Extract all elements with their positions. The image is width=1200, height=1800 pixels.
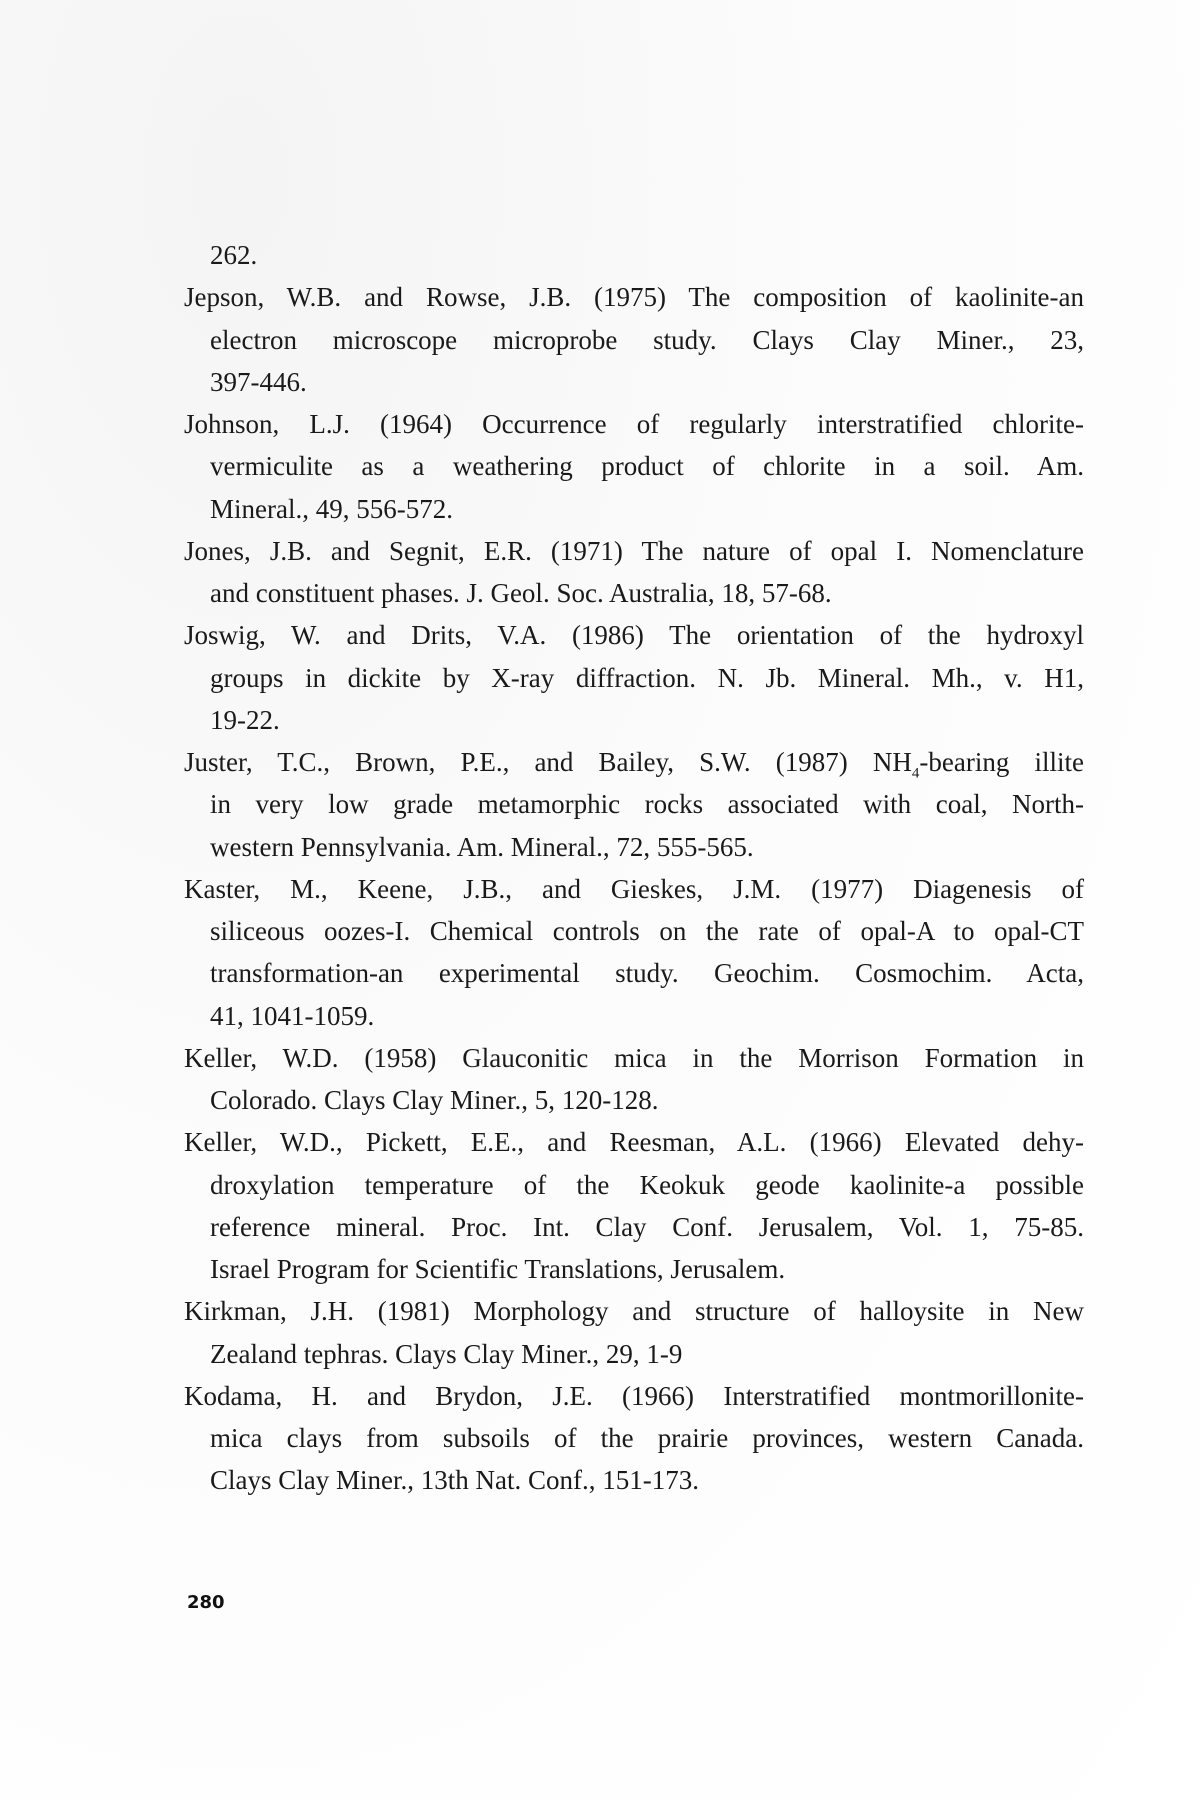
- reference-entry: [184, 1290, 1084, 1375]
- reference-continuation-line: droxylation temperature of the Keokuk geode kaolinite-a possible: [210, 1169, 1084, 1200]
- reference-continuation-line: Colorado. Clays Clay Miner., 5, 120-128.: [210, 1085, 659, 1115]
- reference-entry: [184, 1121, 1084, 1290]
- reference-entry: [184, 276, 1084, 403]
- reference-entry: [184, 1375, 1084, 1502]
- reference-continuation-line: mica clays from subsoils of the prairie provinces, western Canada.: [210, 1423, 1084, 1453]
- reference-continuation-line: Mineral., 49, 556-572.: [210, 493, 453, 524]
- reference-first-line: Keller, W.D., Pickett, E.E., and Reesman, A.L. (1966) Elevated dehy-: [184, 1127, 1084, 1158]
- reference-list: [184, 234, 1084, 1502]
- reference-text: -bearing illite: [919, 747, 1084, 777]
- reference-first-line: Keller, W.D. (1958) Glauconitic mica in the Morrison Formation in: [184, 1042, 1084, 1073]
- reference-first-line: Kirkman, J.H. (1981) Morphology and structure of halloysite in New: [184, 1296, 1084, 1327]
- reference-first-line: Johnson, L.J. (1964) Occurrence of regularly interstratified chlorite-: [184, 409, 1084, 439]
- reference-first-line: [184, 741, 1084, 783]
- reference-continuation-line: reference mineral. Proc. Int. Clay Conf. Jerusalem, Vol. 1, 75-85.: [210, 1211, 1084, 1242]
- reference-first-line: Jepson, W.B. and Rowse, J.B. (1975) The composition of kaolinite-an: [184, 282, 1084, 313]
- reference-entry: [184, 403, 1084, 530]
- reference-continuation-line: 397-446.: [210, 366, 307, 397]
- reference-entry: [184, 868, 1084, 1037]
- reference-continuation-line: Clays Clay Miner., 13th Nat. Conf., 151-173.: [210, 1465, 699, 1496]
- reference-text: 4: [911, 765, 920, 782]
- reference-continuation-line: vermiculite as a weathering product of chlorite in a soil. Am.: [210, 451, 1084, 482]
- reference-first-line: Kaster, M., Keene, J.B., and Gieskes, J.M. (1977) Diagenesis of: [184, 873, 1084, 904]
- reference-entry: [184, 530, 1084, 615]
- reference-continuation-line: 19-22.: [210, 704, 280, 735]
- reference-continuation-line: electron microscope microprobe study. Clays Clay Miner., 23,: [210, 324, 1084, 355]
- reference-first-line: Jones, J.B. and Segnit, E.R. (1971) The nature of opal I. Nomenclature: [184, 535, 1084, 566]
- reference-continuation-line: in very low grade metamorphic rocks associated with coal, North-: [210, 789, 1084, 820]
- reference-entry: [184, 741, 1084, 868]
- reference-continuation-line: and constituent phases. J. Geol. Soc. Australia, 18, 57-68.: [210, 578, 832, 608]
- reference-entry: [184, 1037, 1084, 1122]
- page-number: 280: [187, 1592, 225, 1613]
- reference-continuation-line: western Pennsylvania. Am. Mineral., 72, 555-565.: [210, 831, 754, 862]
- reference-first-line: Kodama, H. and Brydon, J.E. (1966) Interstratified montmorillonite-: [184, 1380, 1084, 1411]
- reference-continuation-line: groups in dickite by X-ray diffraction. N. Jb. Mineral. Mh., v. H1,: [210, 662, 1084, 693]
- reference-continuation-line: Zealand tephras. Clays Clay Miner., 29, 1-9: [210, 1338, 683, 1369]
- list-number: 262.: [210, 240, 258, 270]
- reference-first-line: Joswig, W. and Drits, V.A. (1986) The orientation of the hydroxyl: [184, 620, 1084, 651]
- reference-continuation-line: siliceous oozes-I. Chemical controls on the rate of opal-A to opal-CT: [210, 916, 1084, 946]
- reference-continuation-line: Israel Program for Scientific Translations, Jerusalem.: [210, 1254, 786, 1284]
- reference-continuation-line: 41, 1041-1059.: [210, 1000, 375, 1031]
- reference-entry: [184, 614, 1084, 741]
- reference-text: Juster, T.C., Brown, P.E., and Bailey, S.W. (1987) NH: [184, 747, 912, 777]
- reference-continuation-line: transformation-an experimental study. Geochim. Cosmochim. Acta,: [210, 958, 1084, 989]
